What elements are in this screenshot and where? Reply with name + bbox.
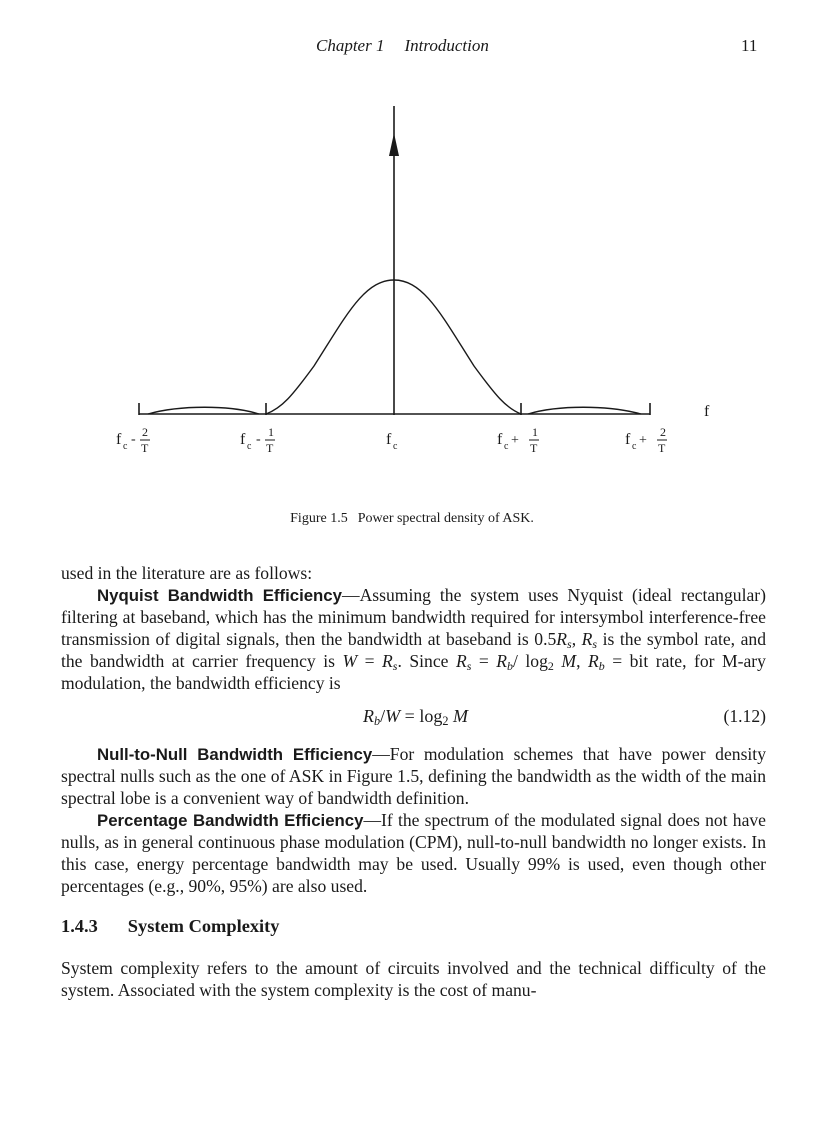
svg-text:1: 1 xyxy=(532,425,538,439)
psd-figure xyxy=(0,0,816,500)
tick-label xyxy=(386,431,398,452)
equation-expression: $R_b/W = \log_2 M$ xyxy=(363,706,468,729)
section-number: 1.4.3 xyxy=(61,915,98,936)
section-heading xyxy=(61,916,766,938)
svg-text:c: c xyxy=(247,441,252,452)
svg-text:f: f xyxy=(625,431,631,448)
svg-text:+: + xyxy=(639,433,647,448)
system-complexity-paragraph: System complexity refers to the amount of circuits involved and the technical difficulty of the system. Associated with the system complexity is the cost of manu- xyxy=(61,957,766,1000)
svg-text:f: f xyxy=(116,431,122,448)
nyquist-heading: Nyquist Bandwidth Efficiency xyxy=(97,585,342,605)
svg-text:T: T xyxy=(141,441,149,455)
svg-text:2: 2 xyxy=(142,425,148,439)
tick-label xyxy=(625,425,667,455)
equation-number: (1.12) xyxy=(723,706,766,727)
svg-text:c: c xyxy=(632,441,637,452)
intro-line: used in the literature are as follows: xyxy=(61,563,313,583)
tick-label xyxy=(497,425,539,455)
svg-text:f: f xyxy=(497,431,503,448)
svg-text:-: - xyxy=(131,432,136,447)
null-to-null-paragraph: Null-to-Null Bandwidth Efficiency—For modulation schemes that have power density spectral nulls such as the one of ASK in Figure 1.5, defining the bandwidth as the width of the main spectral lobe is a convenient way of bandwidth definition. xyxy=(61,744,766,809)
svg-text:T: T xyxy=(530,441,538,455)
tick-label xyxy=(116,425,150,455)
section-title: System Complexity xyxy=(127,915,280,936)
null-to-null-heading: Null-to-Null Bandwidth Efficiency xyxy=(97,745,373,765)
svg-text:-: - xyxy=(256,432,261,447)
nyquist-paragraph: Nyquist Bandwidth Efficiency—Assuming the system uses Nyquist (ideal rectangular) filtering at baseband, which has the minimum bandwidth required for intersymbol interference-free transmission of digital signals, then the bandwidth at baseband is $0.5R_s$, $R_s$ is the symbol rate, and the bandwidth at carrier frequency is $W = R_s$. Since $R_s = R_b/$ $\log_2 M$, $R_b$ = bit rate, for M-ary modulation, the bandwidth efficiency is xyxy=(61,584,766,693)
percentage-heading: Percentage Bandwidth Efficiency xyxy=(97,811,364,831)
svg-text:T: T xyxy=(266,441,274,455)
left-side-lobe xyxy=(148,407,259,414)
page-number: 11 xyxy=(741,36,758,55)
chapter-title: Introduction xyxy=(404,36,489,55)
svg-text:f: f xyxy=(240,431,246,448)
svg-text:c: c xyxy=(123,441,128,452)
percentage-paragraph: Percentage Bandwidth Efficiency—If the spectrum of the modulated signal does not have nulls, as in general continuous phase modulation (CPM), null-to-null bandwidth no longer exists. In this case, energy percentage bandwidth may be used. Usually 99% is used, even though other percentages (e.g., 90%, 95%) are also used. xyxy=(61,810,766,896)
impulse-arrow-icon xyxy=(389,133,399,156)
svg-text:1: 1 xyxy=(268,425,274,439)
chapter-label: Chapter 1 xyxy=(316,36,385,55)
body-text xyxy=(61,563,766,1002)
svg-text:f: f xyxy=(386,431,392,448)
equation-1-12 xyxy=(61,698,766,740)
svg-text:T: T xyxy=(658,441,666,455)
figure-caption-text: Power spectral density of ASK. xyxy=(357,511,534,526)
svg-text:c: c xyxy=(393,441,398,452)
figure-caption xyxy=(0,511,816,527)
svg-text:c: c xyxy=(504,441,509,452)
right-side-lobe xyxy=(528,407,641,414)
figure-number: Figure 1.5 xyxy=(290,511,348,526)
tick-label xyxy=(240,425,275,455)
frequency-axis-label: f xyxy=(704,403,710,420)
svg-text:2: 2 xyxy=(660,425,666,439)
svg-text:+: + xyxy=(511,433,519,448)
